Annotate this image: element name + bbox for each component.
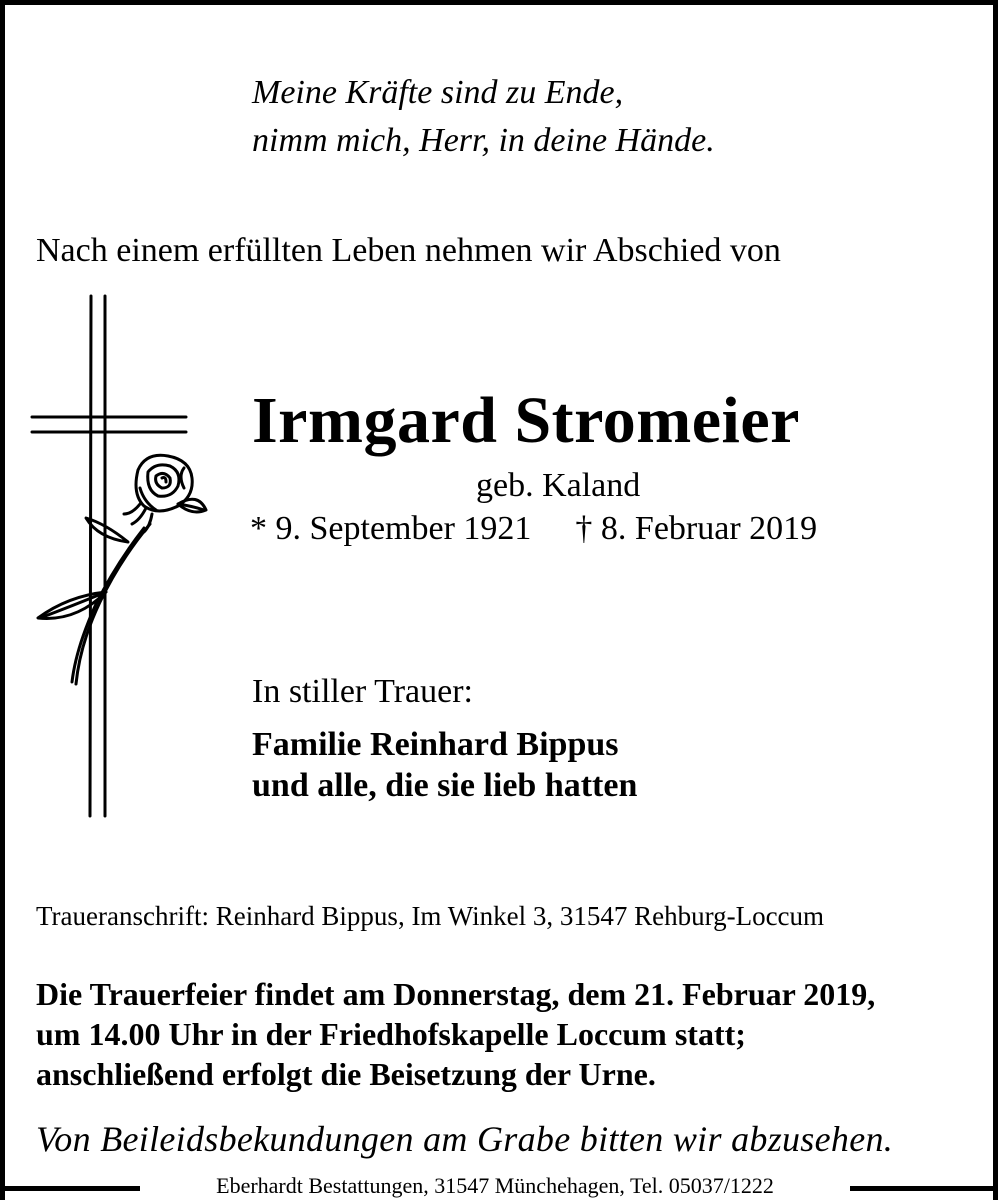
- death-date: † 8. Februar 2019: [575, 510, 818, 547]
- intro-text: Nach einem erfüllten Leben nehmen wir Abschied von: [36, 232, 781, 269]
- maiden-name: geb. Kaland: [476, 467, 641, 504]
- deceased-name: Irmgard Stromeier: [252, 384, 800, 457]
- verse-line-1: Meine Kräfte sind zu Ende,: [252, 74, 624, 111]
- funeral-home-footer: Eberhardt Bestattungen, 31547 Münchehagen, Tel. 05037/1222: [140, 1169, 850, 1203]
- birth-date: * 9. September 1921: [250, 510, 532, 547]
- ceremony-line-1: Die Trauerfeier findet am Donnerstag, dem 21. Februar 2019,: [36, 976, 876, 1012]
- cross-with-rose-icon: [28, 292, 228, 824]
- mourning-address: Traueranschrift: Reinhard Bippus, Im Winkel 3, 31547 Rehburg-Loccum: [36, 901, 825, 931]
- mourning-heading: In stiller Trauer:: [252, 673, 473, 710]
- ceremony-line-3: anschließend erfolgt die Beisetzung der Urne.: [36, 1056, 656, 1092]
- ceremony-line-2: um 14.00 Uhr in der Friedhofskapelle Loccum statt;: [36, 1016, 746, 1052]
- condolence-note: Von Beileidsbekundungen am Grabe bitten wir abzusehen.: [36, 1119, 894, 1159]
- verse-line-2: nimm mich, Herr, in deine Hände.: [252, 122, 715, 159]
- life-dates: [250, 510, 817, 548]
- family-line-2: und alle, die sie lieb hatten: [252, 767, 638, 804]
- family-line-1: Familie Reinhard Bippus: [252, 726, 619, 763]
